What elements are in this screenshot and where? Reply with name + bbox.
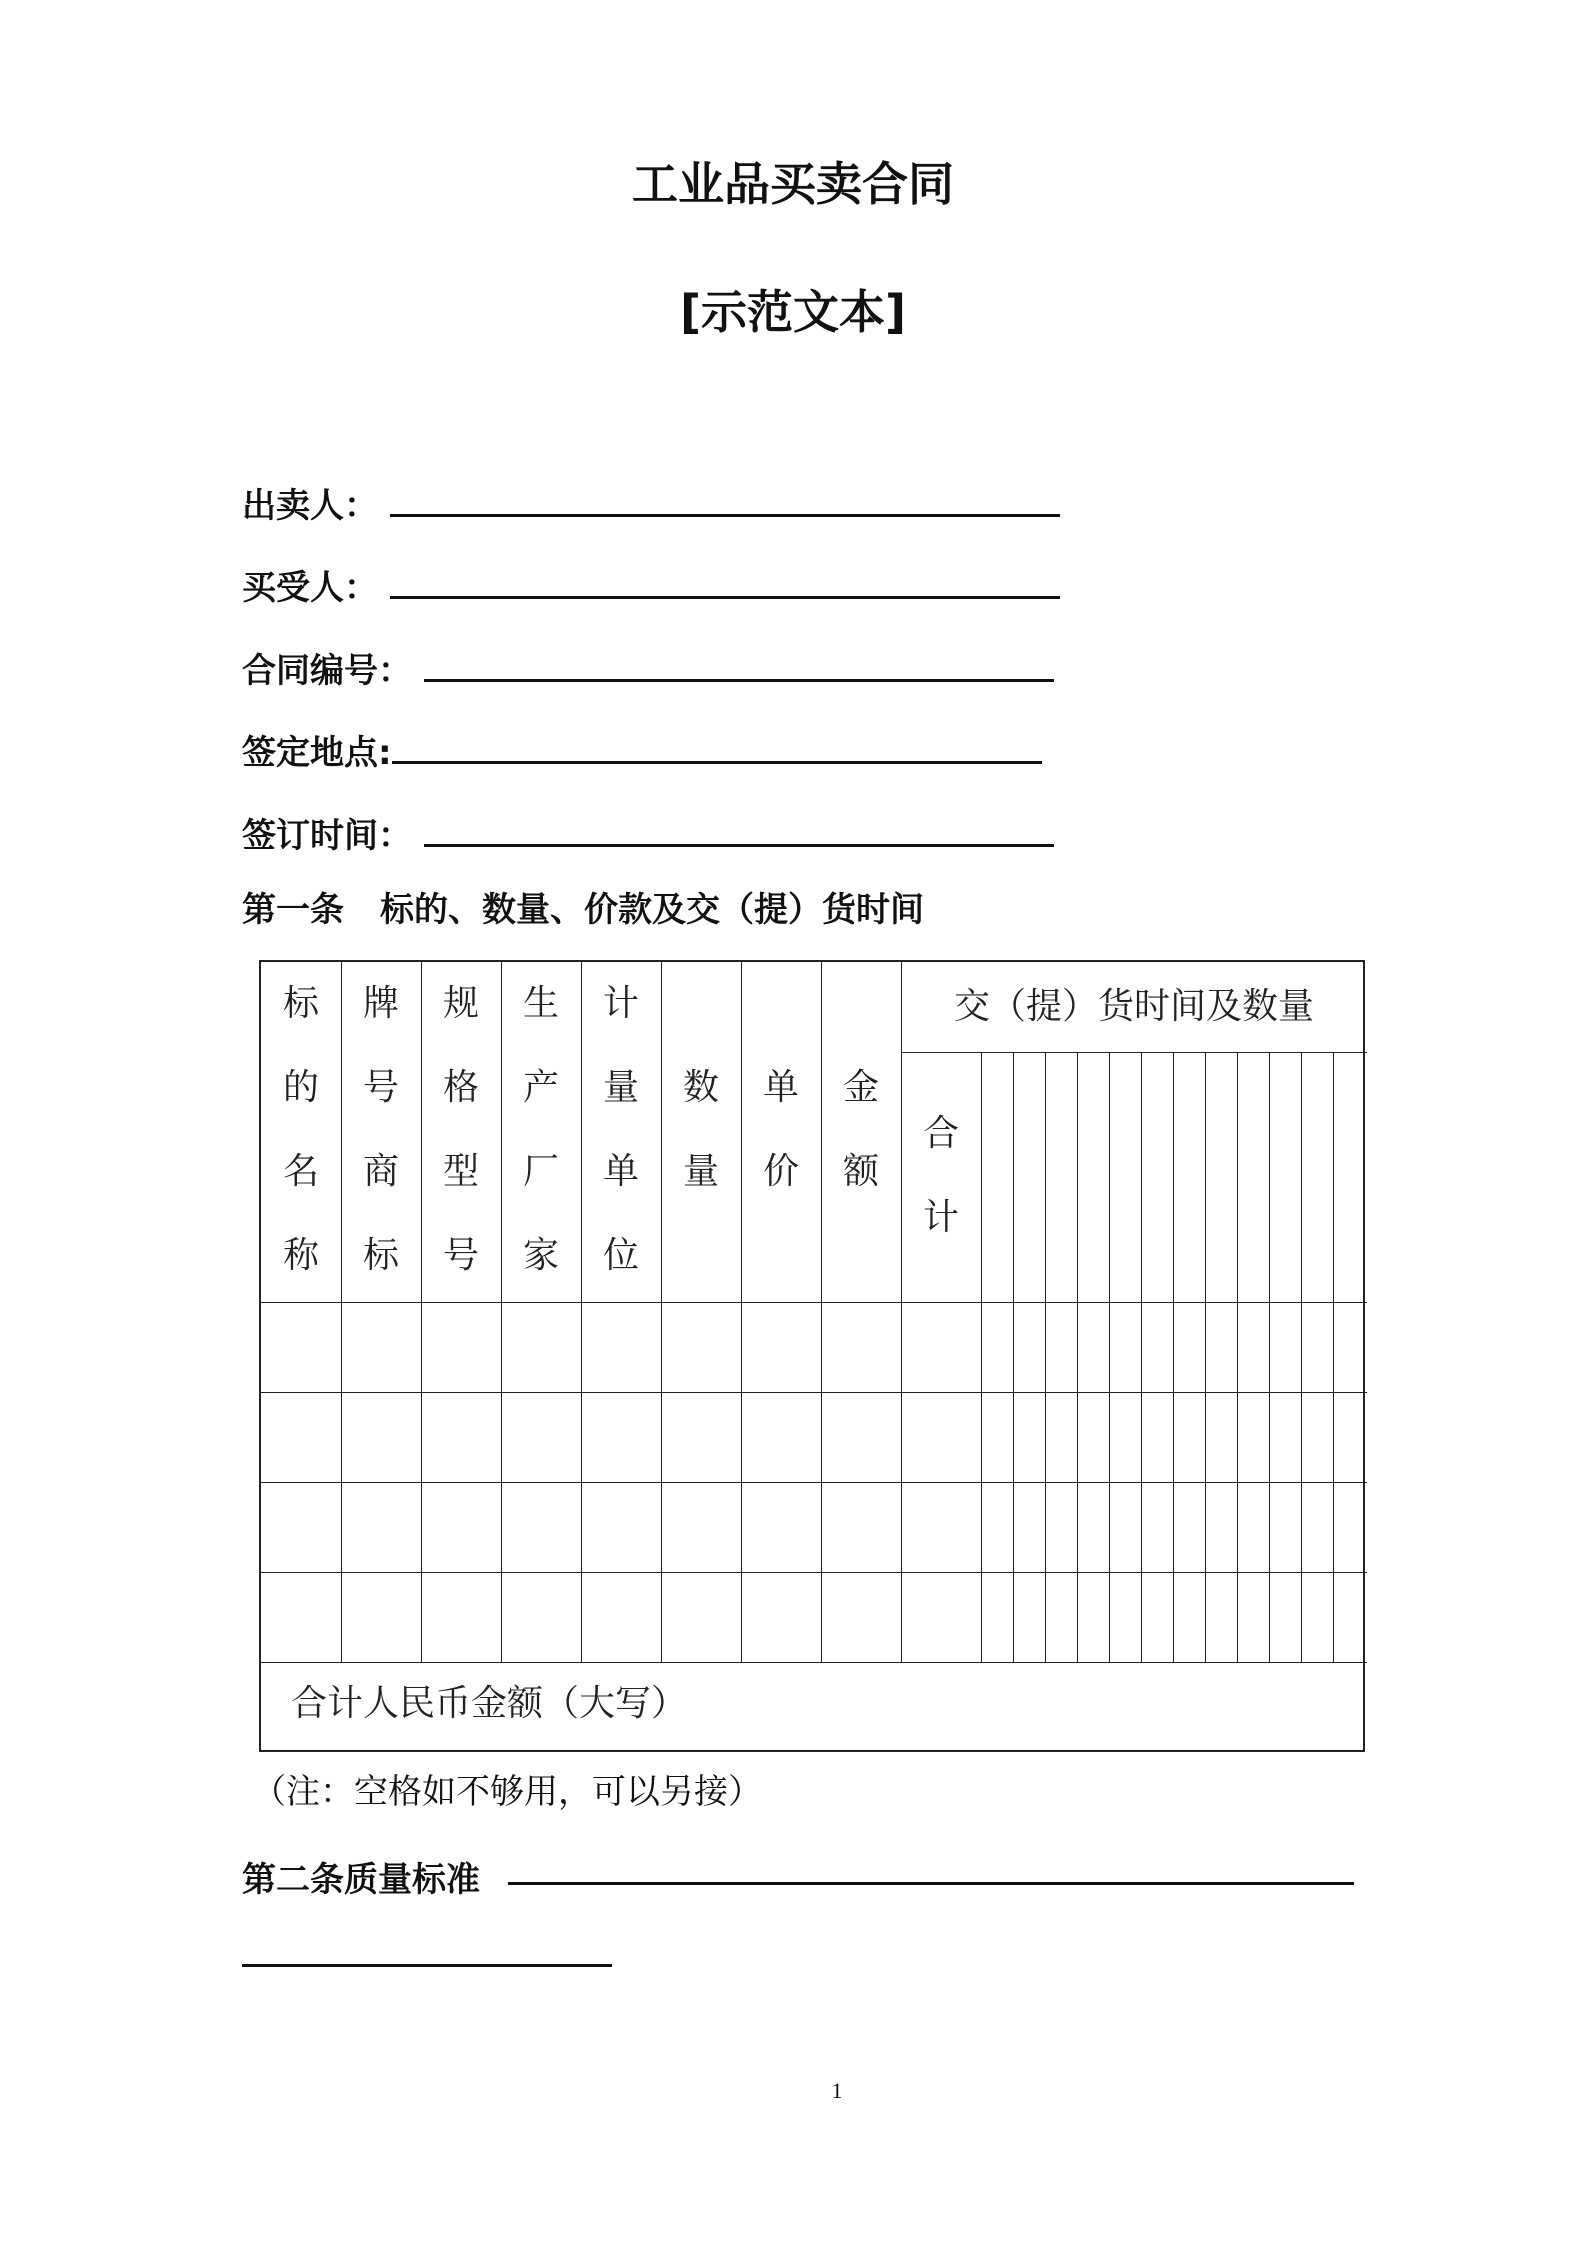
table-vline: [1269, 1052, 1270, 1662]
field-buyer: [242, 562, 1060, 610]
fill-blank[interactable]: [390, 480, 1060, 517]
column-header-char: 的: [282, 1067, 319, 1108]
column-header-char: 计: [602, 983, 639, 1024]
column-header-char: 标: [282, 983, 319, 1024]
document-title: 工业品买卖合同: [632, 157, 954, 211]
fill-blank[interactable]: [424, 645, 1054, 682]
table-hline: [261, 1302, 1367, 1303]
column-header-char: 格: [442, 1067, 479, 1108]
field-signing-place: [242, 727, 1042, 775]
column-header-char: 称: [282, 1235, 319, 1276]
column-header-char: 合: [922, 1113, 959, 1154]
table-vline: [581, 962, 582, 1662]
table-vline: [901, 962, 902, 1662]
document-subtitle: [示范文本]: [679, 285, 907, 339]
column-header-char: 名: [282, 1151, 319, 1192]
article-title: 标的、数量、价款及交（提）货时间: [380, 890, 924, 930]
table-note: （注：空格如不够用，可以另接）: [252, 1772, 762, 1812]
table-hline: [261, 1572, 1367, 1573]
table-vline: [501, 962, 502, 1662]
fill-blank[interactable]: [390, 562, 1060, 599]
table-hline: [901, 1052, 1367, 1053]
table-vline: [821, 962, 822, 1662]
subtotal-header: [921, 1092, 961, 1260]
column-header: [601, 962, 641, 1298]
column-header: [521, 962, 561, 1298]
field-label: 签订时间：: [242, 816, 412, 856]
fill-line[interactable]: [508, 1882, 1354, 1885]
fill-line[interactable]: [242, 1964, 612, 1967]
article-number: 第一条: [242, 890, 344, 930]
field-seller: [242, 480, 1060, 528]
table-vline: [1301, 1052, 1302, 1662]
column-header-char: 量: [682, 1151, 719, 1192]
column-header: [761, 1046, 801, 1214]
page-number: 1: [831, 2078, 843, 2103]
table-hline: [261, 1392, 1367, 1393]
column-header-char: 厂: [522, 1151, 559, 1192]
field-signing-time: [242, 810, 1054, 858]
column-header-char: 牌: [362, 983, 399, 1024]
table-vline: [1013, 1052, 1014, 1662]
table-vline: [981, 1052, 982, 1662]
fill-blank[interactable]: [424, 810, 1054, 847]
column-header-char: 位: [602, 1235, 639, 1276]
table-vline: [1077, 1052, 1078, 1662]
article-2-heading: [242, 1858, 480, 1902]
column-header-char: 商: [362, 1151, 399, 1192]
article-title: 第二条质量标准: [242, 1860, 480, 1900]
field-label: 合同编号：: [242, 651, 412, 691]
column-header-char: 生: [522, 983, 559, 1024]
table-hline: [261, 1482, 1367, 1483]
goods-table: [259, 960, 1365, 1752]
table-vline: [421, 962, 422, 1662]
column-header-char: 价: [762, 1151, 799, 1192]
table-vline: [1237, 1052, 1238, 1662]
column-header-char: 规: [442, 983, 479, 1024]
column-header: [281, 962, 321, 1298]
field-label: 买受人：: [242, 568, 378, 608]
table-vline: [1333, 1052, 1334, 1662]
article-1-heading: [242, 888, 924, 932]
table-vline: [1141, 1052, 1142, 1662]
table-vline: [341, 962, 342, 1662]
column-header-char: 金: [842, 1067, 879, 1108]
field-contract-number: [242, 645, 1054, 693]
table-vline: [1045, 1052, 1046, 1662]
column-header-char: 型: [442, 1151, 479, 1192]
column-header-char: 单: [762, 1067, 799, 1108]
column-header-char: 量: [602, 1067, 639, 1108]
column-header-char: 额: [842, 1151, 879, 1192]
table-vline: [1205, 1052, 1206, 1662]
column-header-char: 号: [442, 1235, 479, 1276]
table-vline: [741, 962, 742, 1662]
delivery-header: 交（提）货时间及数量: [953, 986, 1314, 1027]
table-vline: [1173, 1052, 1174, 1662]
column-header-char: 标: [362, 1235, 399, 1276]
table-vline: [661, 962, 662, 1662]
column-header-char: 产: [522, 1067, 559, 1108]
column-header: [441, 962, 481, 1298]
table-hline: [261, 1662, 1367, 1663]
field-label: 签定地点:: [242, 733, 392, 773]
column-header-char: 号: [362, 1067, 399, 1108]
column-header: [361, 962, 401, 1298]
column-header: [841, 1046, 881, 1214]
table-vline: [1109, 1052, 1110, 1662]
column-header-char: 家: [522, 1235, 559, 1276]
field-label: 出卖人：: [242, 486, 378, 526]
column-header: [681, 1046, 721, 1214]
column-header-char: 单: [602, 1151, 639, 1192]
fill-blank[interactable]: [392, 727, 1042, 764]
column-header-char: 数: [682, 1067, 719, 1108]
total-amount-label: 合计人民币金额（大写）: [291, 1683, 688, 1724]
column-header-char: 计: [922, 1197, 959, 1238]
